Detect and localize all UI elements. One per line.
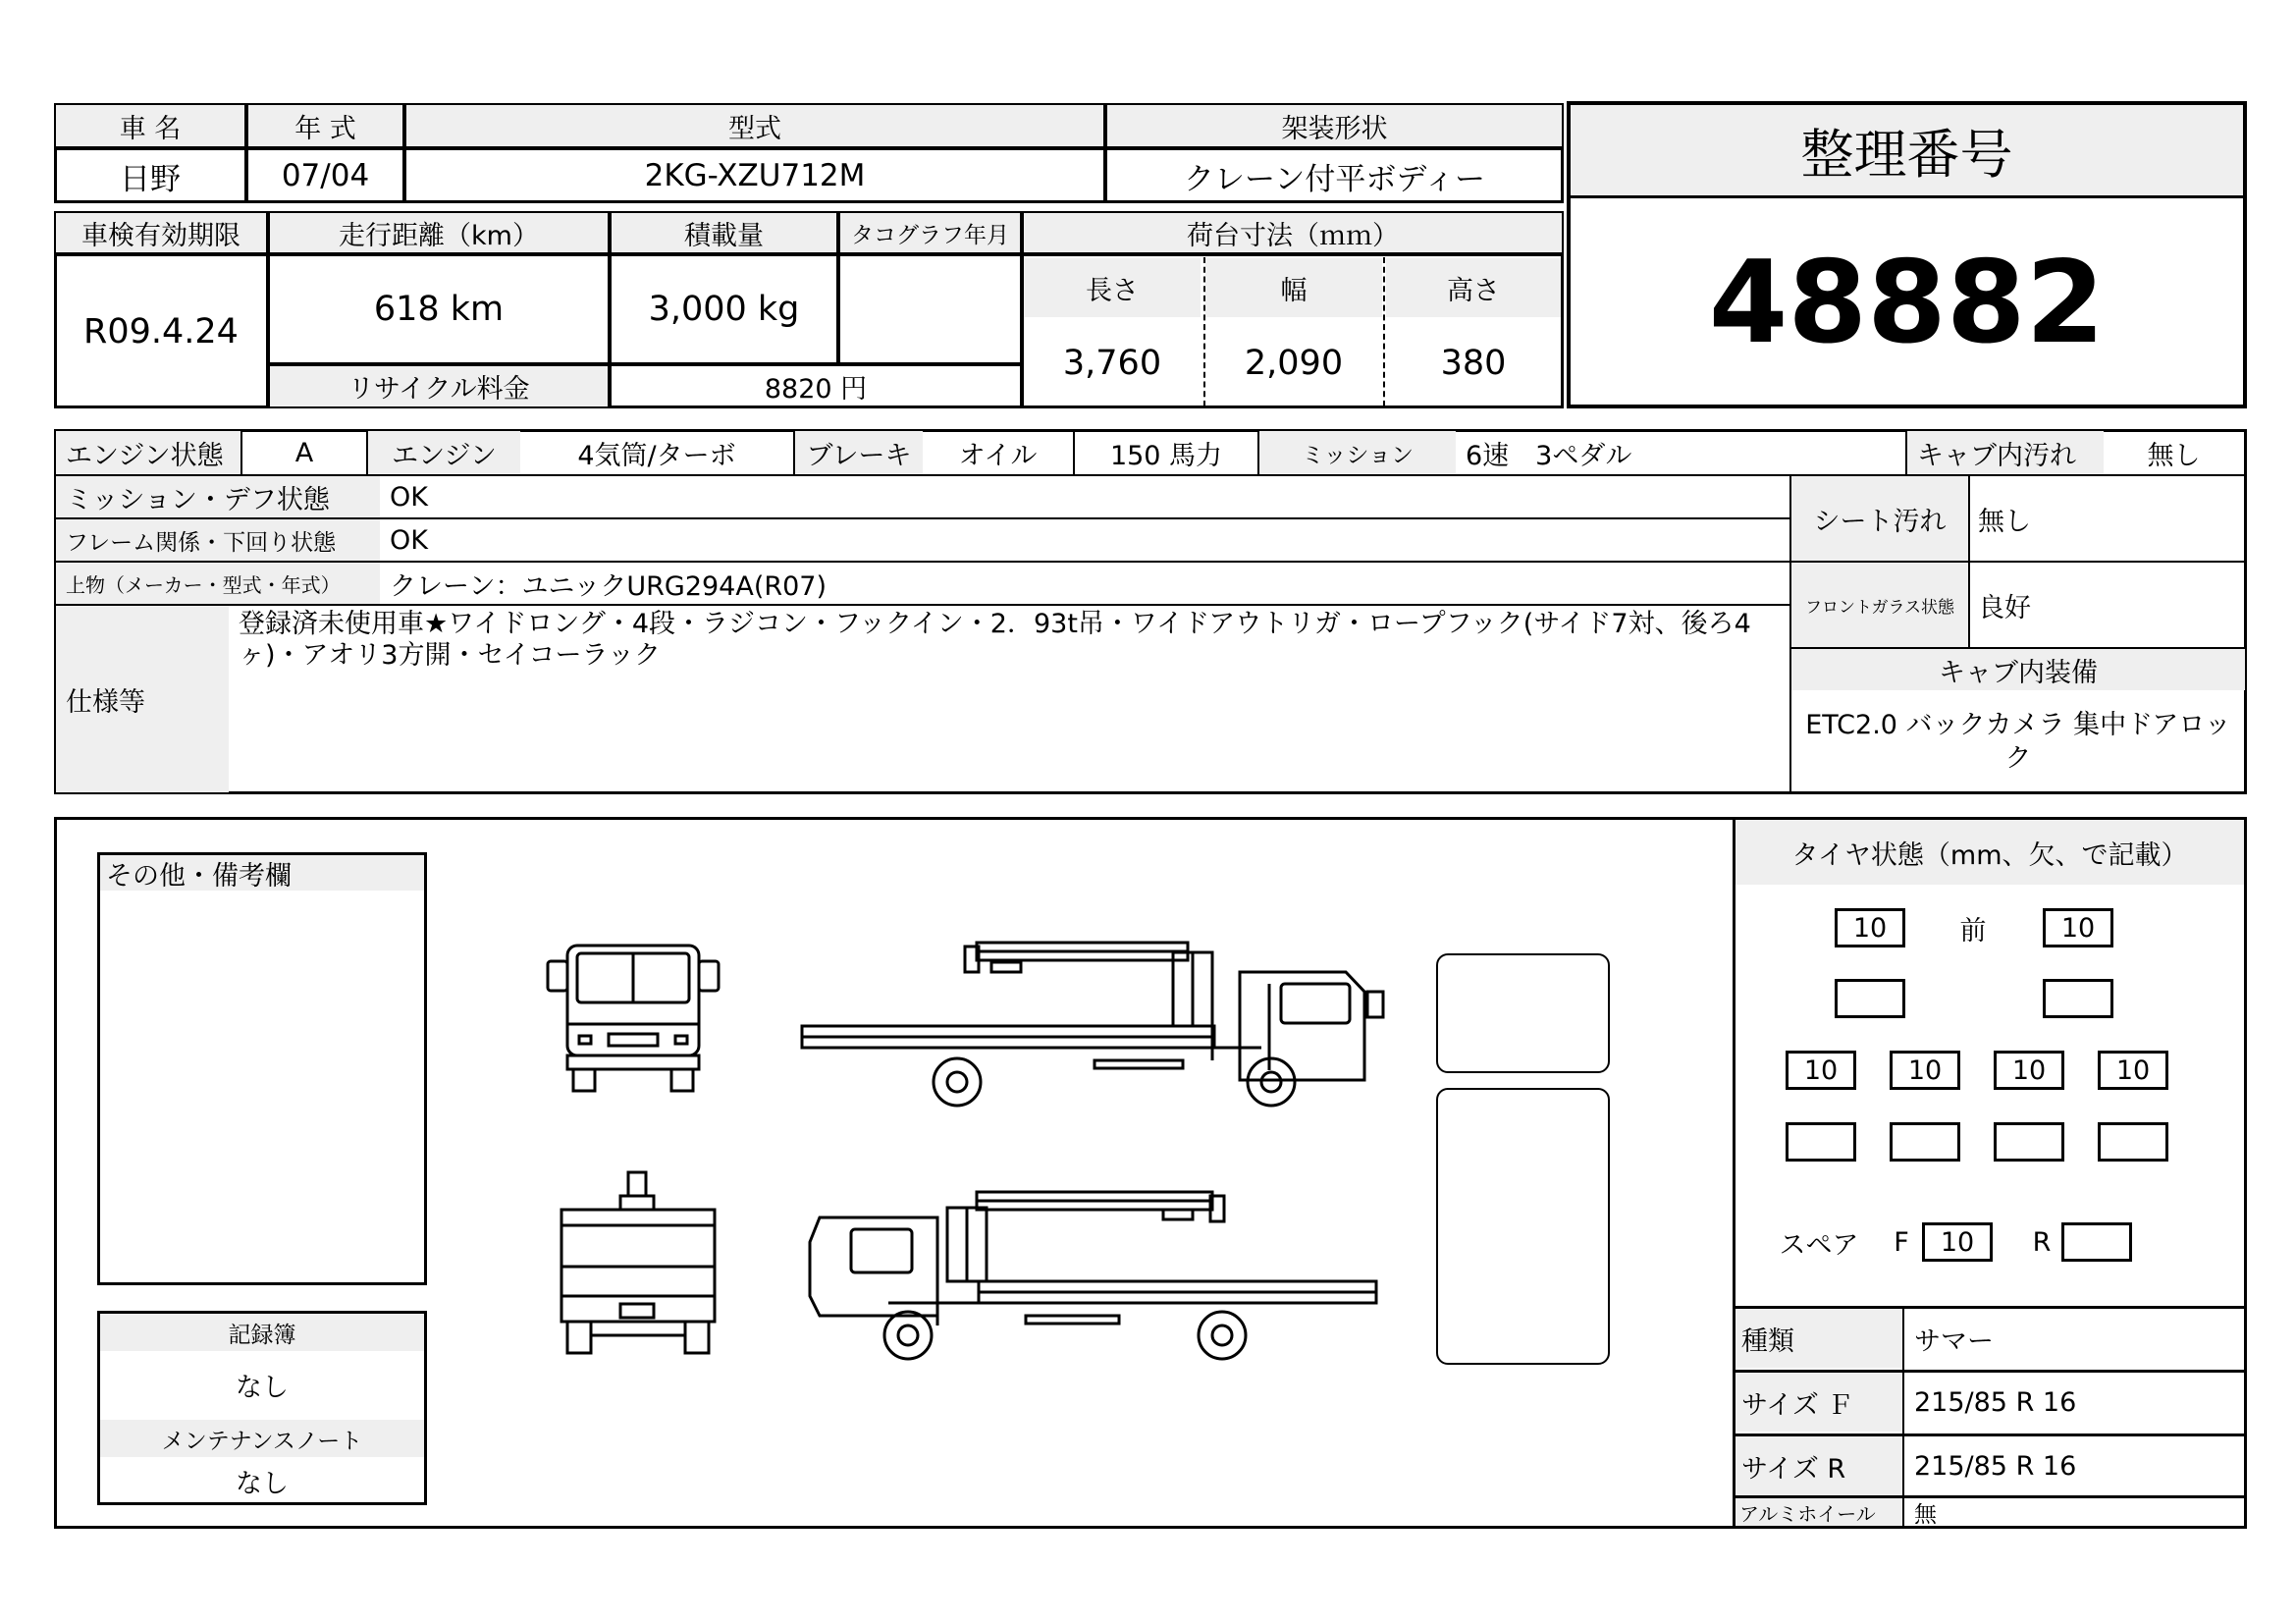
tire-rear-2b	[1890, 1122, 1960, 1162]
tire-rear-2: 10	[1890, 1051, 1960, 1090]
alu-value: 無	[1914, 1501, 1937, 1528]
hp-value: 150 馬力	[1075, 431, 1259, 474]
tire-rear-1: 10	[1786, 1051, 1856, 1090]
taco-value	[838, 254, 1022, 364]
upper-label: 上物（メーカー・型式・年式）	[56, 563, 380, 604]
truck-front-view	[540, 938, 726, 1095]
tire-rear-3b	[1994, 1122, 2064, 1162]
engine-value: 4気筒/ターボ	[520, 431, 795, 474]
mission-label: ミッション	[1259, 431, 1456, 474]
frame-value: OK	[390, 524, 428, 556]
inspect-value: R09.4.24	[54, 254, 268, 408]
len-value: 3,760	[1062, 344, 1162, 383]
model-label: 型式	[404, 103, 1105, 148]
car-name-label: 車 名	[54, 103, 246, 148]
front-label: 前	[1959, 915, 1987, 947]
mileage-value: 618 km	[268, 254, 610, 364]
brake-label: ブレーキ	[795, 431, 923, 474]
frame-label: フレーム関係・下回り状態	[56, 519, 380, 561]
hei-value: 380	[1440, 344, 1507, 383]
wid-label: 幅	[1205, 258, 1382, 317]
recycle-label: リサイクル料金	[268, 364, 610, 408]
wid-value: 2,090	[1244, 344, 1344, 383]
taco-label: タコグラフ年月	[838, 211, 1022, 254]
brake-value: オイル	[923, 431, 1075, 474]
kind-value: サマー	[1914, 1325, 1994, 1357]
engine-state-label: エンジン状態	[56, 431, 242, 474]
tire-rear-3: 10	[1994, 1051, 2064, 1090]
load-label: 積載量	[610, 211, 838, 254]
glass-value: 良好	[1978, 592, 2031, 623]
year-value: 07/04	[246, 148, 404, 203]
mission-value: 6速 3ペダル	[1456, 431, 1907, 474]
spare-r-label: R	[2032, 1226, 2052, 1258]
bed-divider-2	[1383, 257, 1385, 406]
maint-label: メンテナンスノート	[100, 1420, 424, 1457]
tire-rear-1b	[1786, 1122, 1856, 1162]
spec-label: 仕様等	[56, 606, 229, 792]
seat-value: 無し	[1978, 506, 2031, 537]
spare-label: スペア	[1779, 1229, 1859, 1261]
size-f-value: 215/85 R 16	[1914, 1386, 2077, 1418]
md-label: ミッション・デフ状態	[56, 476, 380, 517]
recycle-value: 8820 円	[610, 364, 1022, 408]
tire-title: タイヤ状態（mm、欠、で記載）	[1735, 820, 2244, 885]
maint-value: なし	[236, 1468, 289, 1499]
load-value: 3,000 kg	[610, 254, 838, 364]
upper-value: クレーン：ユニックURG294A(R07)	[390, 570, 828, 602]
diagram-box-top	[1436, 953, 1610, 1073]
body-value: クレーン付平ボディー	[1105, 148, 1564, 203]
engine-label: エンジン	[368, 431, 520, 474]
car-name-value: 日野	[54, 148, 246, 203]
hei-label: 高さ	[1386, 258, 1561, 317]
notes-box	[97, 852, 427, 1285]
record-value: なし	[236, 1372, 289, 1403]
mgmt-label: 整理番号	[1571, 105, 2243, 198]
truck-left-view	[800, 933, 1389, 1109]
tire-rear-4: 10	[2098, 1051, 2168, 1090]
kind-label: 種類	[1735, 1309, 1902, 1368]
tire-info-vline	[1902, 1309, 1904, 1526]
size-f-label: サイズ Ｆ	[1735, 1373, 1902, 1432]
alu-label: アルミホイール	[1735, 1498, 1902, 1526]
size-r-label: サイズ R	[1735, 1436, 1902, 1495]
mileage-label: 走行距離（km）	[268, 211, 610, 254]
bed-divider-1	[1203, 257, 1205, 406]
cab-dirt-value: 無し	[2147, 440, 2201, 471]
inspect-label: 車検有効期限	[54, 211, 268, 254]
tire-rear-4b	[2098, 1122, 2168, 1162]
tire-front-right: 10	[2043, 908, 2113, 947]
body-label: 架装形状	[1105, 103, 1564, 148]
tire-front-right-2	[2043, 979, 2113, 1018]
seat-label: シート汚れ	[1791, 476, 1968, 561]
cab-equip-value: ETC2.0 バックカメラ 集中ドアロック	[1805, 709, 2231, 774]
spec-row4-line	[56, 604, 1791, 606]
spare-f-label: F	[1894, 1226, 1909, 1258]
truck-right-view	[800, 1188, 1389, 1365]
spare-r-value	[2061, 1222, 2132, 1262]
spec-value: 登録済未使用車★ワイドロング・4段・ラジコン・フックイン・2．93t吊・ワイドアウトリガ・ロープフック(サイド7対、後ろ4ヶ)・アオリ3方開・セイコーラック	[239, 609, 1751, 671]
engine-state-value: A	[242, 431, 368, 474]
mgmt-number: 48882	[1708, 237, 2106, 369]
year-label: 年 式	[246, 103, 404, 148]
len-label: 長さ	[1024, 258, 1201, 317]
model-value: 2KG-XZU712M	[404, 148, 1105, 203]
tire-front-left: 10	[1835, 908, 1905, 947]
md-value: OK	[390, 481, 428, 513]
glass-label: フロントガラス状態	[1791, 563, 1968, 647]
truck-rear-view	[550, 1168, 726, 1365]
cab-equip-label: キャブ内装備	[1791, 649, 2245, 690]
size-r-value: 215/85 R 16	[1914, 1450, 2077, 1482]
bed-label: 荷台寸法（ｍｍ）	[1022, 211, 1564, 254]
notes-label: その他・備考欄	[100, 855, 424, 891]
record-label: 記録簿	[100, 1314, 424, 1351]
glass-vline	[1968, 474, 1970, 647]
tire-front-left-2	[1835, 979, 1905, 1018]
diagram-box-bottom	[1436, 1088, 1610, 1365]
spare-f-value: 10	[1922, 1222, 1993, 1262]
cab-dirt-label: キャブ内汚れ	[1907, 431, 2104, 474]
